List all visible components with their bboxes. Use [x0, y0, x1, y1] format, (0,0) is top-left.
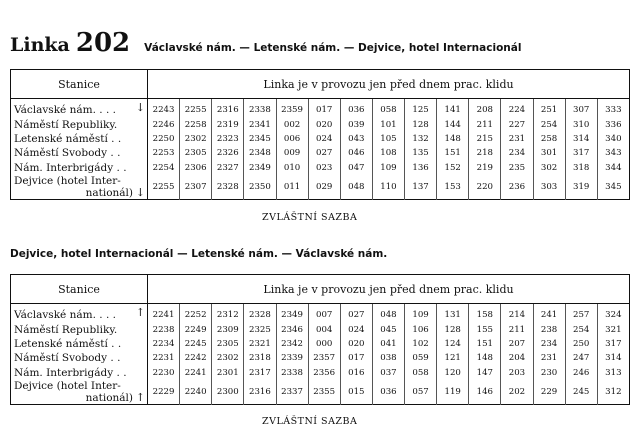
departure-time: 135: [405, 146, 437, 160]
departure-time: 009: [276, 146, 308, 160]
departure-time: 214: [501, 304, 533, 323]
departure-time: 057: [405, 380, 437, 405]
table-row: [11, 161, 630, 175]
departure-time: 043: [340, 132, 372, 146]
service-header: Linka je v provozu jen před dnem prac. klidu: [148, 275, 630, 304]
departure-time: 204: [501, 351, 533, 365]
departure-time: 015: [340, 380, 372, 405]
departure-time: 2240: [180, 380, 212, 405]
departure-time: 301: [533, 146, 565, 160]
departure-time: 046: [340, 146, 372, 160]
departure-time: 047: [340, 161, 372, 175]
tariff-note: ZVLÁŠTNÍ SAZBA: [262, 212, 358, 223]
departure-time: 002: [276, 117, 308, 131]
departure-time: 004: [308, 322, 340, 336]
departure-time: 137: [405, 175, 437, 200]
departure-time: 027: [308, 146, 340, 160]
station-name: Letenské náměstí . .: [14, 337, 122, 350]
departure-time: 2252: [180, 304, 212, 323]
station-cell: [11, 351, 148, 365]
departure-time: 257: [565, 304, 597, 323]
departure-time: 2317: [244, 366, 276, 380]
departure-time: 006: [276, 132, 308, 146]
departure-time: 236: [501, 175, 533, 200]
station-name: Náměstí Republiky.: [14, 323, 118, 336]
station-cell: [11, 175, 148, 200]
departure-time: 207: [501, 337, 533, 351]
departure-time: 148: [469, 351, 501, 365]
departure-time: 148: [437, 132, 469, 146]
departure-time: 310: [565, 117, 597, 131]
departure-time: 158: [469, 304, 501, 323]
departure-time: 246: [565, 366, 597, 380]
table-row: [11, 117, 630, 131]
departure-time: 230: [533, 366, 565, 380]
departure-time: 155: [469, 322, 501, 336]
departure-time: 153: [437, 175, 469, 200]
station-cell: [11, 117, 148, 131]
departure-time: 2338: [276, 366, 308, 380]
service-header: Linka je v provozu jen před dnem prac. klidu: [148, 70, 630, 99]
route-outbound: Václavské nám. — Letenské nám. — Dejvice, hotel Internacionál: [144, 42, 522, 54]
departure-time: 345: [597, 175, 629, 200]
station-name-continuation: nationál): [85, 391, 133, 404]
departure-time: 036: [372, 380, 404, 405]
departure-time: 048: [372, 304, 404, 323]
departure-time: 2307: [180, 175, 212, 200]
table-row: [11, 351, 630, 365]
departure-time: 234: [533, 337, 565, 351]
table-row: [11, 304, 630, 323]
departure-time: 024: [308, 132, 340, 146]
departure-time: 007: [308, 304, 340, 323]
departure-time: 2337: [276, 380, 308, 405]
departure-time: 2316: [212, 99, 244, 118]
station-cell: [11, 322, 148, 336]
departure-time: 2341: [244, 117, 276, 131]
departure-time: 2359: [276, 99, 308, 118]
station-cell: [11, 161, 148, 175]
departure-time: 058: [372, 99, 404, 118]
timetable-outbound: [10, 69, 630, 200]
departure-time: 258: [533, 132, 565, 146]
departure-time: 2349: [276, 304, 308, 323]
departure-time: 2302: [212, 351, 244, 365]
departure-time: 227: [501, 117, 533, 131]
station-cell: [11, 380, 148, 405]
station-cell: [11, 304, 148, 323]
departure-time: 314: [565, 132, 597, 146]
station-cell: [11, 366, 148, 380]
departure-time: 2241: [148, 304, 180, 323]
departure-time: 2321: [244, 337, 276, 351]
departure-time: 045: [372, 322, 404, 336]
departure-time: 027: [340, 304, 372, 323]
departure-time: 241: [533, 304, 565, 323]
departure-time: 108: [372, 146, 404, 160]
departure-time: 010: [276, 161, 308, 175]
station-cell: [11, 146, 148, 160]
departure-time: 023: [308, 161, 340, 175]
departure-time: 128: [437, 322, 469, 336]
departure-time: 307: [565, 99, 597, 118]
timetable-inbound: [10, 274, 630, 405]
departure-time: 102: [405, 337, 437, 351]
departure-time: 029: [308, 175, 340, 200]
departure-time: 2350: [244, 175, 276, 200]
departure-time: 2338: [244, 99, 276, 118]
departure-time: 2346: [276, 322, 308, 336]
station-name: Dejvice (hotel Inter-: [14, 379, 121, 392]
station-name: Dejvice (hotel Inter-: [14, 174, 121, 187]
departure-time: 2356: [308, 366, 340, 380]
departure-time: 319: [565, 175, 597, 200]
departure-time: 2345: [244, 132, 276, 146]
departure-time: 2305: [212, 337, 244, 351]
departure-time: 106: [405, 322, 437, 336]
departure-time: 245: [565, 380, 597, 405]
station-cell: [11, 99, 148, 118]
departure-time: 317: [597, 337, 629, 351]
table-row: [11, 99, 630, 118]
departure-time: 2306: [180, 161, 212, 175]
arrow-up-icon: ↑: [135, 390, 145, 404]
departure-time: 125: [405, 99, 437, 118]
departure-time: 059: [405, 351, 437, 365]
station-name-continuation: nationál): [85, 186, 133, 199]
table-row: [11, 366, 630, 380]
station-header: Stanice: [11, 70, 148, 99]
station-cell: [11, 337, 148, 351]
departure-time: 131: [437, 304, 469, 323]
departure-time: 038: [372, 351, 404, 365]
departure-time: 324: [597, 304, 629, 323]
departure-time: 2300: [212, 380, 244, 405]
departure-time: 247: [565, 351, 597, 365]
departure-time: 2245: [180, 337, 212, 351]
departure-time: 016: [340, 366, 372, 380]
station-cell: [11, 132, 148, 146]
departure-time: 303: [533, 175, 565, 200]
departure-time: 2301: [212, 366, 244, 380]
departure-time: 344: [597, 161, 629, 175]
departure-time: 254: [533, 117, 565, 131]
departure-time: 041: [372, 337, 404, 351]
departure-time: 2326: [212, 146, 244, 160]
departure-time: 151: [469, 337, 501, 351]
departure-time: 037: [372, 366, 404, 380]
departure-time: 2355: [308, 380, 340, 405]
table-row: [11, 132, 630, 146]
arrow-down-icon: ↓: [135, 101, 145, 114]
departure-time: 250: [565, 337, 597, 351]
departure-time: 336: [597, 117, 629, 131]
line-label: Linka: [10, 34, 70, 56]
departure-time: 2255: [148, 175, 180, 200]
departure-time: 2231: [148, 351, 180, 365]
departure-time: 132: [405, 132, 437, 146]
departure-time: 224: [501, 99, 533, 118]
departure-time: 229: [533, 380, 565, 405]
departure-time: 101: [372, 117, 404, 131]
table-row: [11, 175, 630, 200]
departure-time: 2309: [212, 322, 244, 336]
table-row: [11, 146, 630, 160]
departure-time: 218: [469, 146, 501, 160]
departure-time: 039: [340, 117, 372, 131]
departure-time: 203: [501, 366, 533, 380]
departure-time: 317: [565, 146, 597, 160]
departure-time: 254: [565, 322, 597, 336]
station-header: Stanice: [11, 275, 148, 304]
table-row: [11, 337, 630, 351]
departure-time: 2316: [244, 380, 276, 405]
departure-time: 2328: [244, 304, 276, 323]
departure-time: 2229: [148, 380, 180, 405]
departure-time: 024: [340, 322, 372, 336]
departure-time: 105: [372, 132, 404, 146]
departure-time: 208: [469, 99, 501, 118]
route-inbound: Dejvice, hotel Internacionál — Letenské nám. — Václavské nám.: [10, 248, 388, 260]
departure-time: 321: [597, 322, 629, 336]
departure-time: 2327: [212, 161, 244, 175]
departure-time: 238: [533, 322, 565, 336]
departure-time: 2302: [180, 132, 212, 146]
departure-time: 2349: [244, 161, 276, 175]
station-name: Václavské nám. . . .: [14, 104, 116, 117]
departure-time: 340: [597, 132, 629, 146]
departure-time: 011: [276, 175, 308, 200]
departure-time: 2342: [276, 337, 308, 351]
departure-time: 152: [437, 161, 469, 175]
departure-time: 215: [469, 132, 501, 146]
departure-time: 141: [437, 99, 469, 118]
departure-time: 234: [501, 146, 533, 160]
departure-time: 2339: [276, 351, 308, 365]
departure-time: 2249: [180, 322, 212, 336]
arrow-down-icon: ↓: [135, 185, 145, 199]
departure-time: 2323: [212, 132, 244, 146]
departure-time: 2255: [180, 99, 212, 118]
departure-time: 2241: [180, 366, 212, 380]
departure-time: 333: [597, 99, 629, 118]
station-name: Náměstí Svobody . .: [14, 147, 121, 160]
tariff-note: ZVLÁŠTNÍ SAZBA: [262, 416, 358, 427]
departure-time: 2250: [148, 132, 180, 146]
departure-time: 231: [501, 132, 533, 146]
departure-time: 058: [405, 366, 437, 380]
departure-time: 2234: [148, 337, 180, 351]
departure-time: 251: [533, 99, 565, 118]
table-row: [11, 322, 630, 336]
departure-time: 211: [501, 322, 533, 336]
departure-time: 109: [372, 161, 404, 175]
departure-time: 146: [469, 380, 501, 405]
departure-time: 136: [405, 161, 437, 175]
station-name: Letenské náměstí . .: [14, 132, 122, 145]
departure-time: 124: [437, 337, 469, 351]
departure-time: 2243: [148, 99, 180, 118]
departure-time: 302: [533, 161, 565, 175]
departure-time: 2328: [212, 175, 244, 200]
departure-time: 2305: [180, 146, 212, 160]
departure-time: 2254: [148, 161, 180, 175]
departure-time: 219: [469, 161, 501, 175]
departure-time: 2318: [244, 351, 276, 365]
departure-time: 2246: [148, 117, 180, 131]
station-name: Nám. Interbrigády . .: [14, 161, 127, 174]
station-name: Náměstí Svobody . .: [14, 352, 121, 365]
departure-time: 2253: [148, 146, 180, 160]
departure-time: 144: [437, 117, 469, 131]
departure-time: 2258: [180, 117, 212, 131]
departure-time: 151: [437, 146, 469, 160]
departure-time: 017: [308, 99, 340, 118]
station-name: Nám. Interbrigády . .: [14, 366, 127, 379]
departure-time: 120: [437, 366, 469, 380]
departure-time: 147: [469, 366, 501, 380]
departure-time: 121: [437, 351, 469, 365]
departure-time: 110: [372, 175, 404, 200]
departure-time: 2238: [148, 322, 180, 336]
departure-time: 109: [405, 304, 437, 323]
departure-time: 048: [340, 175, 372, 200]
departure-time: 312: [597, 380, 629, 405]
departure-time: 036: [340, 99, 372, 118]
departure-time: 128: [405, 117, 437, 131]
departure-time: 314: [597, 351, 629, 365]
departure-time: 2357: [308, 351, 340, 365]
departure-time: 2319: [212, 117, 244, 131]
departure-time: 343: [597, 146, 629, 160]
departure-time: 020: [308, 117, 340, 131]
departure-time: 2312: [212, 304, 244, 323]
departure-time: 119: [437, 380, 469, 405]
departure-time: 313: [597, 366, 629, 380]
page-title: [10, 28, 521, 58]
departure-time: 211: [469, 117, 501, 131]
departure-time: 000: [308, 337, 340, 351]
departure-time: 2325: [244, 322, 276, 336]
departure-time: 231: [533, 351, 565, 365]
departure-time: 020: [340, 337, 372, 351]
departure-time: 202: [501, 380, 533, 405]
departure-time: 2242: [180, 351, 212, 365]
table-row: [11, 380, 630, 405]
departure-time: 220: [469, 175, 501, 200]
departure-time: 235: [501, 161, 533, 175]
station-name: Václavské nám. . . .: [14, 309, 116, 322]
arrow-up-icon: ↑: [135, 306, 145, 319]
departure-time: 2348: [244, 146, 276, 160]
line-number: 202: [75, 28, 131, 58]
station-name: Náměstí Republiky.: [14, 118, 118, 131]
departure-time: 017: [340, 351, 372, 365]
departure-time: 318: [565, 161, 597, 175]
departure-time: 2230: [148, 366, 180, 380]
